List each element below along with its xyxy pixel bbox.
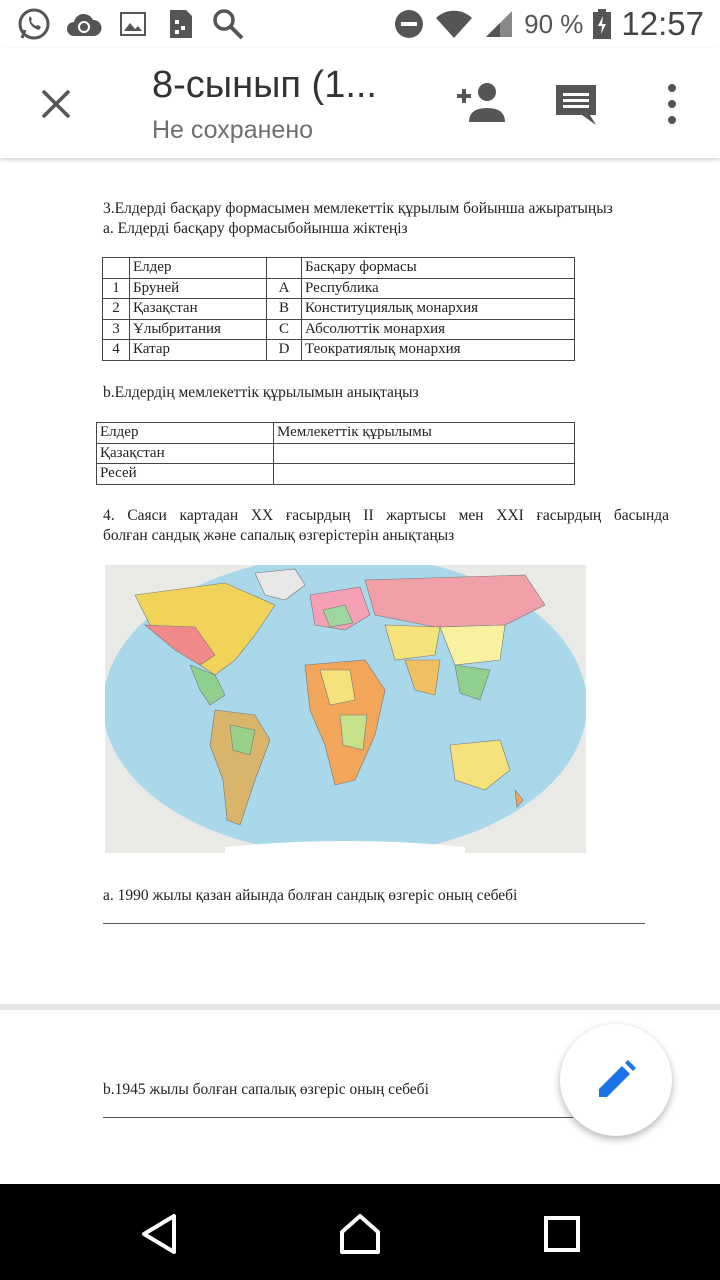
table-cell: Басқару формасы — [302, 258, 575, 279]
answer-line — [103, 1117, 573, 1118]
state-structure-table — [96, 422, 575, 485]
table-cell — [103, 258, 130, 279]
comment-button[interactable] — [553, 82, 599, 128]
table-cell: 1 — [103, 278, 130, 299]
table-header-row — [97, 423, 575, 444]
table-cell — [274, 464, 575, 485]
signal-icon — [484, 9, 514, 39]
task3b-text: b.Елдердің мемлекеттік құрылымын анықтаңыз — [103, 384, 419, 401]
table-row — [103, 278, 575, 299]
world-map-image — [105, 565, 586, 853]
task4b-text: b.1945 жылы болған сапалық өзгеріс оның себебі — [103, 1081, 429, 1098]
sim-app-icon — [168, 8, 194, 40]
do-not-disturb-icon — [394, 9, 424, 39]
table-cell: Теократиялық монархия — [302, 340, 575, 361]
wifi-icon — [434, 8, 474, 40]
recents-icon[interactable] — [540, 1212, 584, 1256]
table-row — [103, 299, 575, 320]
task3a-text: a. Елдерді басқару формасыбойынша жіктеңіз — [103, 220, 408, 237]
task4-line2: болған сандық және сапалық өзгерістерін анықтаңыз — [103, 527, 455, 544]
edit-fab-button[interactable] — [560, 1024, 672, 1136]
search-icon — [212, 8, 244, 40]
gallery-icon — [120, 12, 146, 36]
table-row — [103, 319, 575, 340]
table-cell: Елдер — [130, 258, 267, 279]
table-cell: Мемлекеттік құрылымы — [274, 423, 575, 444]
close-icon — [41, 89, 71, 119]
world-political-map — [105, 565, 586, 853]
task4a-text: a. 1990 жылы қазан айында болған сандық өзгеріс оның себебі — [103, 887, 518, 904]
table-header-row — [103, 258, 575, 279]
table-cell: B — [267, 299, 302, 320]
table-cell: Абсолюттік монархия — [302, 319, 575, 340]
document-title: 8-сынып (1... — [152, 64, 377, 106]
clock: 12:57 — [621, 5, 704, 42]
table-cell: Ұлыбритания — [130, 319, 267, 340]
table-cell: D — [267, 340, 302, 361]
task4-line1: 4. Саяси картадан ХХ ғасырдың ІІ жартысы мен ХХІ ғасырдың басында — [103, 507, 669, 524]
more-vert-icon — [660, 80, 684, 128]
table-cell: Қазақстан — [97, 443, 274, 464]
battery-charging-icon — [593, 9, 611, 39]
table-cell: Елдер — [97, 423, 274, 444]
table-cell — [274, 443, 575, 464]
answer-line — [103, 923, 645, 924]
table-cell: Ресей — [97, 464, 274, 485]
govt-form-table — [102, 257, 575, 361]
table-cell — [267, 258, 302, 279]
table-cell: Бруней — [130, 278, 267, 299]
add-person-icon — [455, 82, 507, 126]
edit-pencil-icon — [596, 1060, 636, 1100]
task3-heading: 3.Елдерді басқару формасымен мемлекеттік құрылым бойынша ажыратыңыз — [103, 200, 613, 217]
more-options-button[interactable] — [660, 80, 684, 128]
table-cell: 4 — [103, 340, 130, 361]
table-row — [103, 340, 575, 361]
table-cell: Конституциялық монархия — [302, 299, 575, 320]
table-cell: Республика — [302, 278, 575, 299]
table-row — [97, 464, 575, 485]
comment-icon — [553, 82, 599, 128]
whatsapp-icon — [16, 6, 52, 42]
home-icon[interactable] — [338, 1212, 382, 1256]
table-cell: 2 — [103, 299, 130, 320]
table-cell: Қазақстан — [130, 299, 267, 320]
page-break — [0, 1004, 720, 1010]
table-cell: A — [267, 278, 302, 299]
save-status: Не сохранено — [152, 116, 314, 144]
back-icon[interactable] — [138, 1212, 182, 1256]
close-button[interactable] — [30, 78, 82, 130]
navigation-bar — [0, 1184, 720, 1280]
table-row — [97, 443, 575, 464]
table-cell: C — [267, 319, 302, 340]
cloud-sync-icon — [66, 10, 102, 38]
table-cell: Катар — [130, 340, 267, 361]
battery-percent: 90 % — [524, 8, 584, 39]
share-button[interactable] — [455, 82, 507, 126]
table-cell: 3 — [103, 319, 130, 340]
status-bar — [0, 0, 720, 48]
app-bar — [0, 48, 720, 158]
